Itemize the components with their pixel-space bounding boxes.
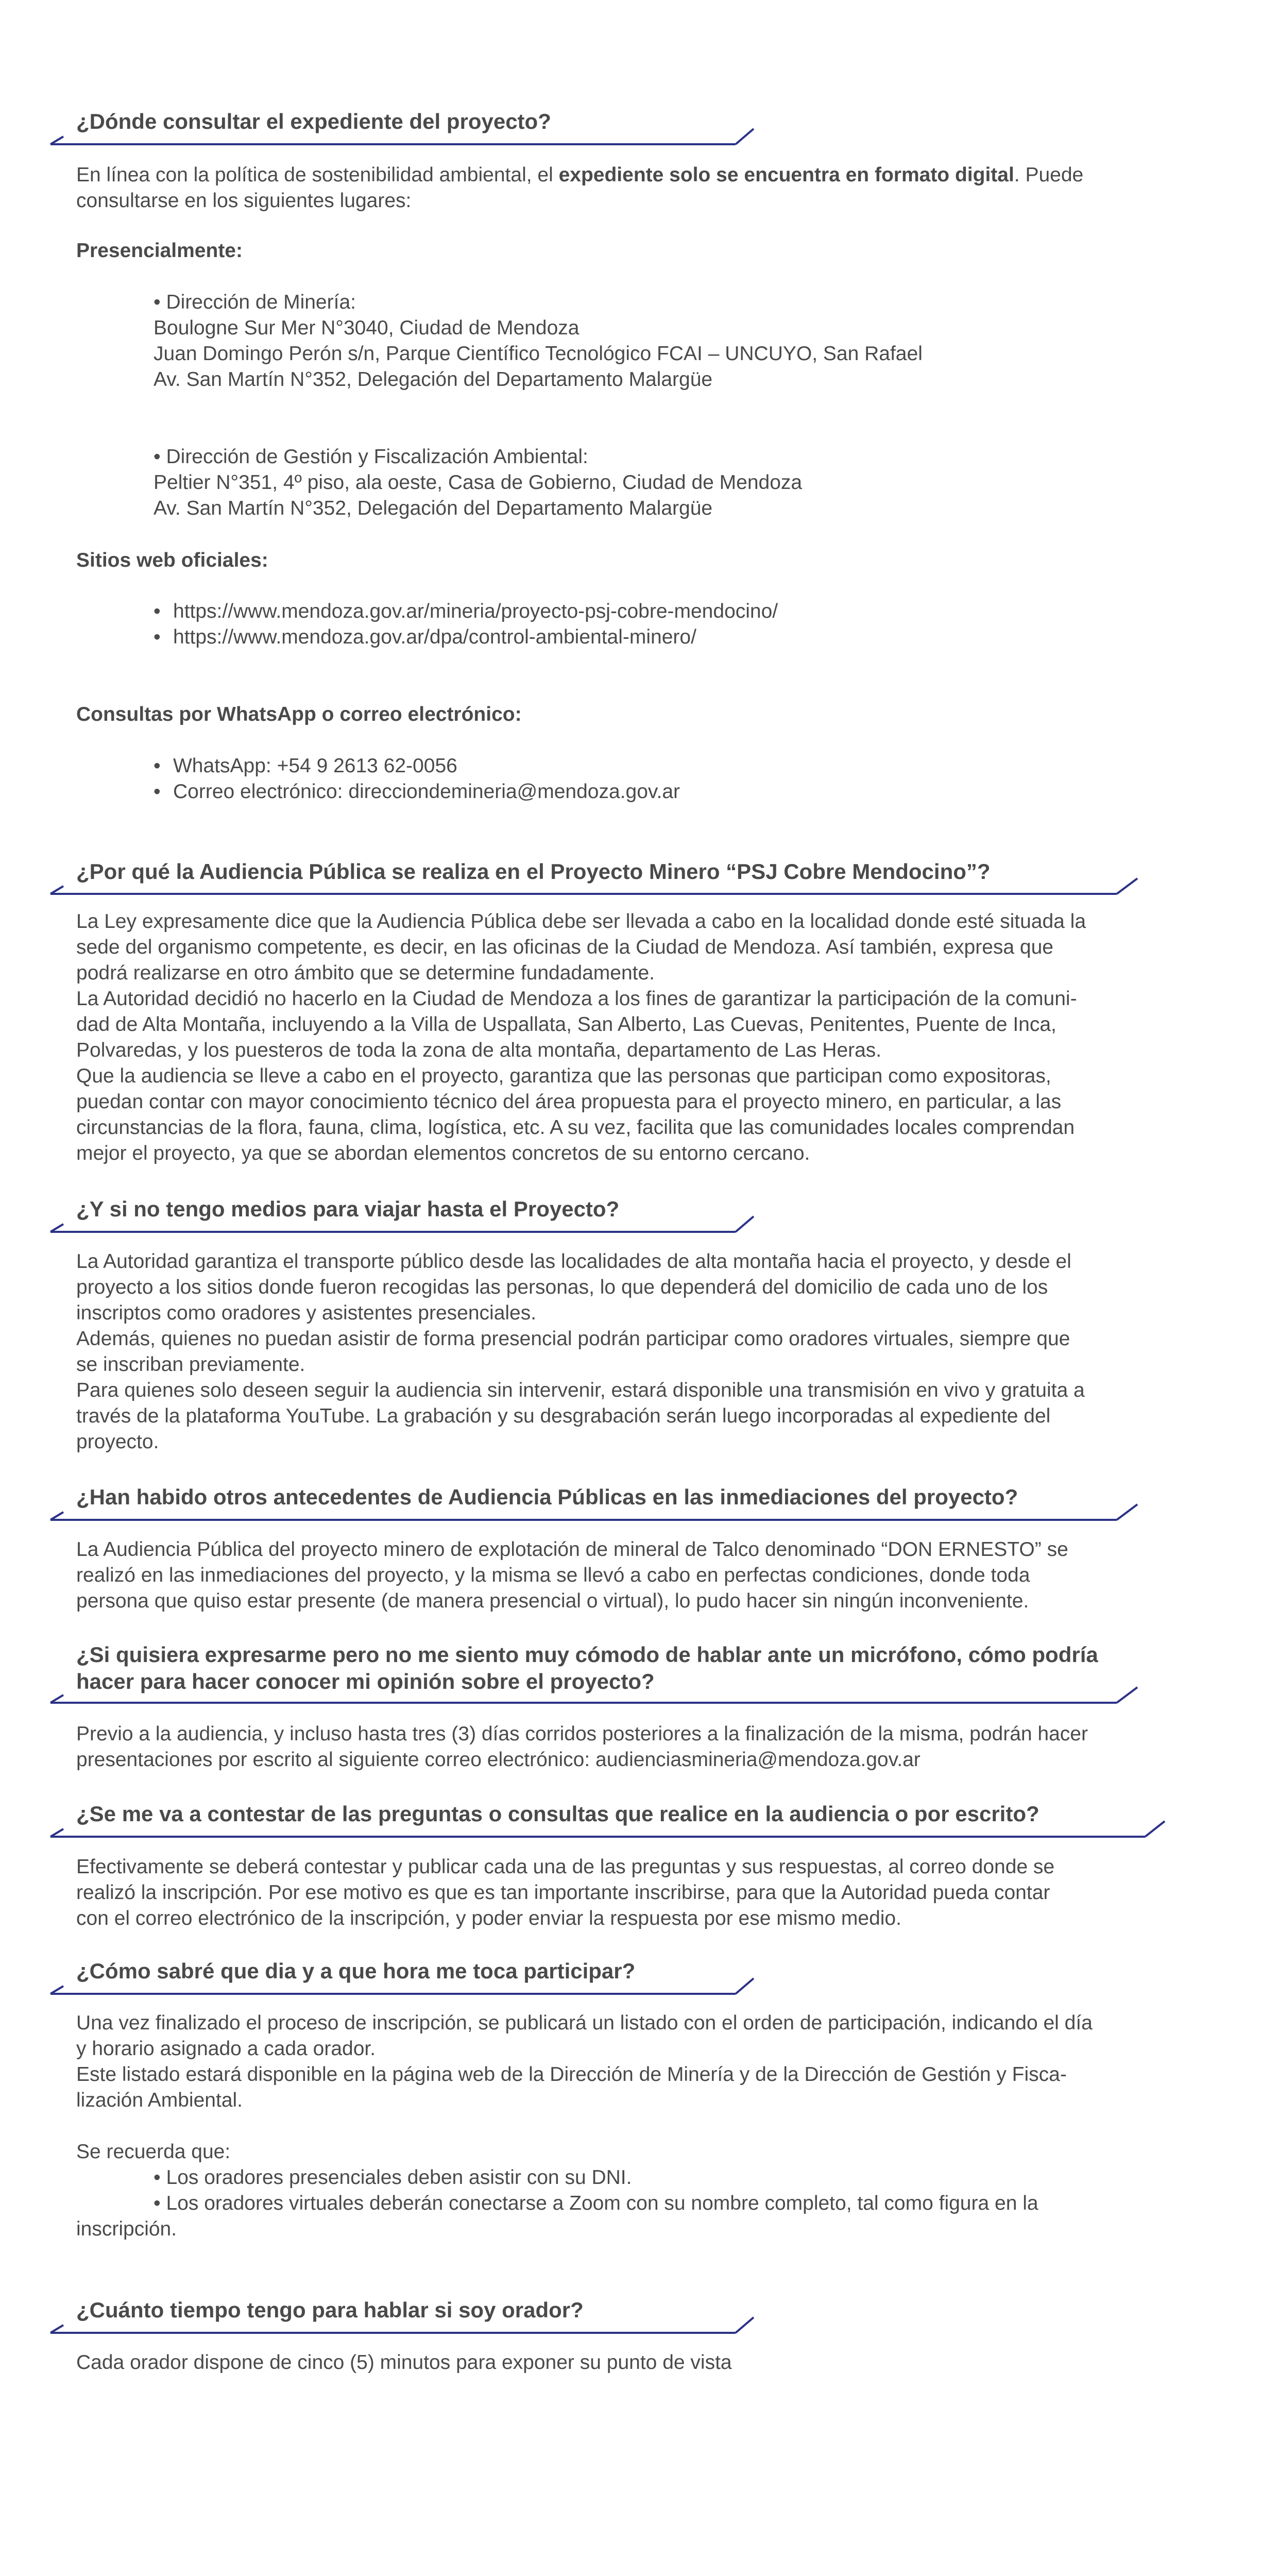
email-contact[interactable]: • Correo electrónico: direcciondemineria@mendoza.gov.ar bbox=[154, 779, 680, 805]
contact-label: Consultas por WhatsApp o correo electrónico: bbox=[76, 703, 522, 725]
section-body: Previo a la audiencia, y incluso hasta tres (3) días corridos posteriores a la finalización de la misma, podrán hacer presentaciones por escrito al siguiente correo electrónico: audienciasmineria@mendoza.gov.ar bbox=[76, 1723, 1088, 1771]
section-title-consultar: ¿Dónde consultar el expediente del proyecto? bbox=[76, 109, 551, 133]
web-list bbox=[154, 599, 778, 650]
title-underline bbox=[48, 1502, 1155, 1522]
title-underline bbox=[48, 1685, 1155, 1705]
section-title-tiempo: ¿Cuánto tiempo tengo para hablar si soy orador? bbox=[76, 2298, 584, 2322]
list-item: • Los oradores presenciales deben asistir con su DNI. bbox=[154, 2166, 632, 2189]
mineria-addresses: • Dirección de Minería: Boulogne Sur Mer N°3040, Ciudad de Mendoza Juan Domingo Perón s/n, Parque Científico Tecnológico FCAI – UNCUYO, San Rafael Av. San Martín N°352, Delegación del Departamento Malargüe bbox=[154, 291, 923, 391]
section-title-horario: ¿Cómo sabré que dia y a que hora me toca participar? bbox=[76, 1959, 636, 1983]
section-title-por-que: ¿Por qué la Audiencia Pública se realiza en el Proyecto Minero “PSJ Cobre Mendocino”? bbox=[76, 859, 991, 884]
section-body: Cada orador dispone de cinco (5) minutos para exponer su punto de vista bbox=[76, 2351, 732, 2374]
section-body: La Audiencia Pública del proyecto minero de explotación de mineral de Talco denominado “DON ERNESTO” se realizó en las inmediaciones del proyecto, y la misma se llevó a cabo en perfectas condiciones, donde toda persona que quiso estar presente (de manera presencial o virtual), lo pudo hacer sin ningún inconveniente. bbox=[76, 1538, 1068, 1612]
title-underline bbox=[48, 2315, 769, 2335]
section-body: La Autoridad garantiza el transporte público desde las localidades de alta montaña hacia el proyecto, y desde el proyecto a los sitios donde fueron recogidas las personas, lo que dependerá del domicilio de cada uno de los inscriptos como oradores y asistentes presenciales. Además, quienes no puedan asistir de forma presencial podrán participar como oradores virtuales, siempre que se inscriban previamente. Para quienes solo deseen seguir la audiencia sin intervenir, estará disponible una transmisión en vivo y gratuita a través de la plataforma YouTube. La grabación y su desgrabación serán luego incorporadas al expediente del proyecto. bbox=[76, 1250, 1085, 1453]
reminder-label: Se recuerda que: bbox=[76, 2141, 231, 2163]
web-link[interactable]: • https://www.mendoza.gov.ar/mineria/proyecto-psj-cobre-mendocino/ bbox=[154, 599, 778, 624]
section-body: Una vez finalizado el proceso de inscripción, se publicará un listado con el orden de participación, indicando el día y horario asignado a cada orador. Este listado estará disponible en la página web de la Dirección de Minería y de la Dirección de Gestión y Fisca- lización Ambiental. Se recuerda que: • Los oradores presenciales deben asistir con su DNI. • Los oradores virtuales deberán conectarse a Zoom con su nombre completo, tal como figura en la inscripción. bbox=[76, 2010, 1202, 2242]
list-item: • Los oradores virtuales deberán conectarse a Zoom con su nombre completo, tal como figura en la bbox=[154, 2192, 1038, 2214]
section-title-opinion: ¿Si quisiera expresarme pero no me siento muy cómodo de hablar ante un micrófono, cómo podría hacer para hacer conocer mi opinión sobre el proyecto? bbox=[76, 1642, 1098, 1693]
title-underline bbox=[48, 126, 769, 147]
intro-paragraph: En línea con la política de sostenibilidad ambiental, el expediente solo se encuentra en formato digital. Puede consultarse en los siguientes lugares: bbox=[76, 164, 1084, 212]
section-title-transporte: ¿Y si no tengo medios para viajar hasta el Proyecto? bbox=[76, 1197, 620, 1221]
section-body: Efectivamente se deberá contestar y publicar cada una de las preguntas y sus respuestas, al correo donde se realizó la inscripción. Por ese motivo es que es tan importante inscribirse, para que la Autoridad pueda contar con el correo electrónico de la inscripción, y poder enviar la respuesta por ese mismo medio. bbox=[76, 1856, 1055, 1929]
section-body: La Ley expresamente dice que la Audiencia Pública debe ser llevada a cabo en la localidad donde esté situada la sede del organismo competente, es decir, en las oficinas de la Ciudad de Mendoza. Así también, expresa que podrá realizarse en otro ámbito que se determine fundadamente. La Autoridad decidió no hacerlo en la Ciudad de Mendoza a los fines de garantizar la participación de la comuni- dad de Alta Montaña, incluyendo a la Villa de Uspallata, San Alberto, Las Cuevas, Penitentes, Puente de Inca, Polvaredas, y los puesteros de toda la zona de alta montaña, departamento de Las Heras. Que la audiencia se lleve a cabo en el proyecto, garantiza que las personas que participan como expositoras, puedan contar con mayor conocimiento técnico del área propuesta para el proyecto minero, en particular, a las circunstancias de la flora, fauna, clima, logística, etc. A su vez, facilita que las comunidades locales comprendan mejor el proyecto, ya que se abordan elementos concretos de su entorno cercano. bbox=[76, 910, 1086, 1164]
section-title-antecedentes: ¿Han habido otros antecedentes de Audiencia Públicas en las inmediaciones del proyecto? bbox=[76, 1485, 1018, 1509]
web-label: Sitios web oficiales: bbox=[76, 549, 268, 571]
web-link[interactable]: • https://www.mendoza.gov.ar/dpa/control-ambiental-minero/ bbox=[154, 624, 778, 650]
title-underline bbox=[48, 876, 1155, 896]
whatsapp-contact: • WhatsApp: +54 9 2613 62-0056 bbox=[154, 753, 680, 779]
gestion-addresses: • Dirección de Gestión y Fiscalización Ambiental: Peltier N°351, 4º piso, ala oeste, Casa de Gobierno, Ciudad de Mendoza Av. San Martín N°352, Delegación del Departamento Malargüe bbox=[154, 446, 803, 519]
title-underline bbox=[48, 1976, 769, 1996]
section-title-respuestas: ¿Se me va a contestar de las preguntas o consultas que realice en la audiencia o por escrito? bbox=[76, 1802, 1040, 1826]
contact-list bbox=[154, 753, 680, 805]
title-underline bbox=[48, 1214, 769, 1234]
presencial-label: Presencialmente: bbox=[76, 240, 243, 262]
title-underline bbox=[48, 1819, 1181, 1839]
